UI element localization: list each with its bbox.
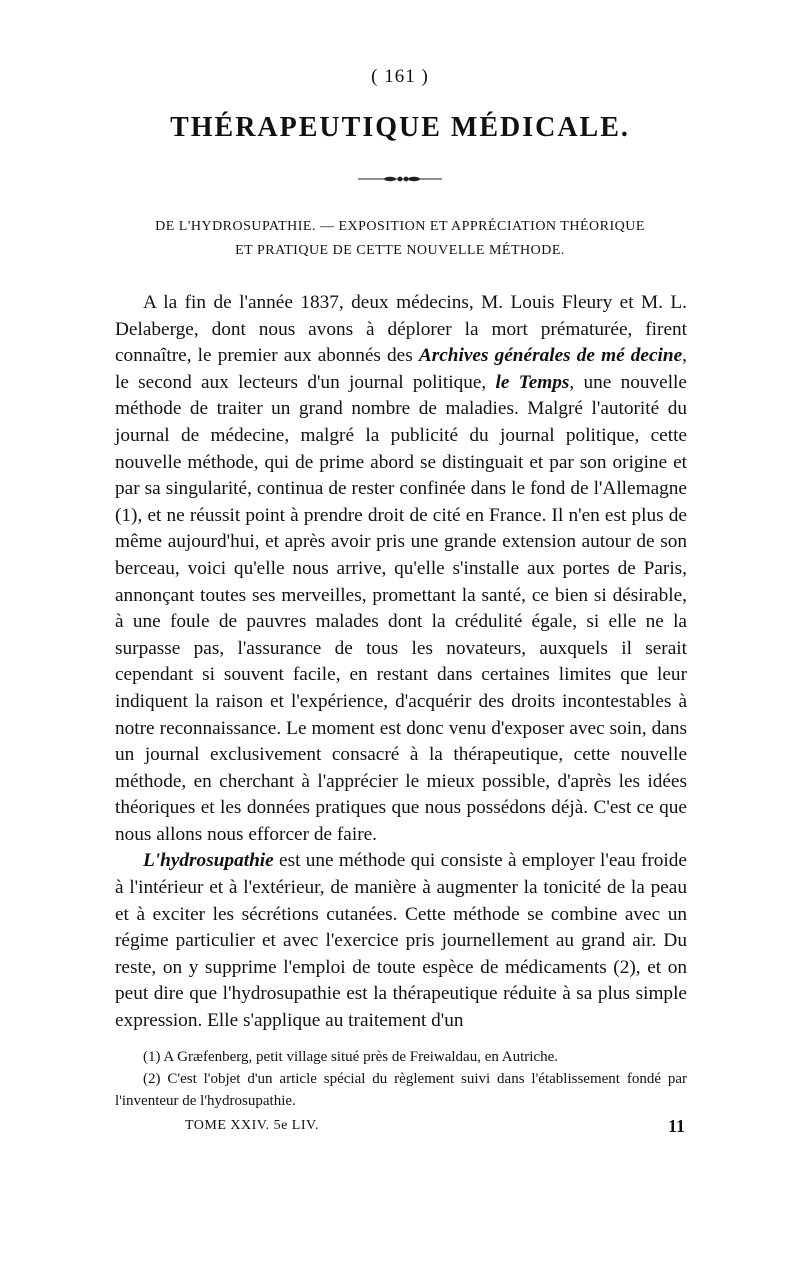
p2-text-a: est une méthode qui consiste à employer l'eau froide à l'intérieur et à l'extérieur, de manière à augmenter la tonicité de la peau et à exciter les sécrétions cutanées. Cette méthode se combine avec un régime particulier et avec l'exercice pris journellement au grand air. Du reste, on y supprime l'emploi de toute espèce de médicaments (2), et on peut dire que l'hydrosupathie est la thérapeutique réduite à sa plus simple expression. Elle s'applique au traitement d'un [115, 850, 687, 1032]
p1-italic-temps: le Temps [495, 371, 570, 393]
article-body [115, 290, 687, 1035]
paragraph-2 [115, 848, 687, 1034]
volume-signature: TOME XXIV. 5e LIV. [185, 1118, 319, 1133]
p1-text-a: A la fin de l'année 1837, deux médecins, M. Louis Fleury et M. L. Delaberge, dont nous avons à déplorer la mort prématurée, firent connaître, le premier aux abonnés des [115, 292, 687, 367]
sheet-number: 11 [667, 1116, 685, 1136]
p2-italic-hydrosupathie: L'hydrosupathie [143, 850, 274, 872]
footnotes [115, 1046, 687, 1112]
p1-italic-archives: Archives générales de mé decine [418, 345, 683, 367]
subtitle-line-2: ET PRATIQUE DE CETTE NOUVELLE MÉTHODE. [235, 243, 565, 258]
footnote-2: (2) C'est l'objet d'un article spécial du règlement suivi dans l'établissement fondé par l'inventeur de l'hydrosupathie. [115, 1071, 687, 1109]
p1-text-c: , une nouvelle méthode de traiter un grand nombre de maladies. Malgré l'autorité du journal de médecine, malgré la publicité du journal politique, cette nouvelle méthode, qui de prime abord se distinguait et par son origine et par sa singularité, continua de rester confinée dans le fond de l'Allemagne (1), et ne réussit point à prendre droit de cité en France. Il n'en est plus de même aujourd'hui, et après avoir pris une grande extension autour de son berceau, voici qu'elle nous arrive, qu'elle s'installe aux portes de Paris, annonçant toutes ses merveilles, promettant la santé, ce bien si désirable, à une foule de pauvres malades dont la crédulité égale, si elle ne la surpasse pas, l'assurance de tous les novateurs, auxquels il serait cependant si souvent facile, en restant dans certaines limites que leur indiquent la raison et l'expérience, d'acquérir des droits incontestables à notre reconnaissance. Le moment est donc venu d'exposer avec soin, dans un journal exclusivement consacré à la thérapeutique, cette nouvelle méthode, en cherchant à l'apprécier le mieux possible, d'après les idées théoriques et les données pratiques que nous possédons déjà. C'est ce que nous allons nous efforcer de faire. [115, 371, 687, 845]
page-number: ( 161 ) [371, 66, 429, 87]
footnote-1: (1) A Græfenberg, petit village situé près de Freiwaldau, en Autriche. [143, 1049, 559, 1065]
p1-text-b: , le second aux lecteurs d'un journal politique, [115, 345, 687, 393]
subtitle-line-1: DE L'HYDROSUPATHIE. — EXPOSITION ET APPRÉCIATION THÉORIQUE [155, 219, 645, 234]
ornament-divider [358, 176, 442, 182]
article-subtitle [100, 215, 700, 263]
paragraph-1 [115, 290, 687, 848]
page-title: THÉRAPEUTIQUE MÉDICALE. [170, 112, 630, 143]
